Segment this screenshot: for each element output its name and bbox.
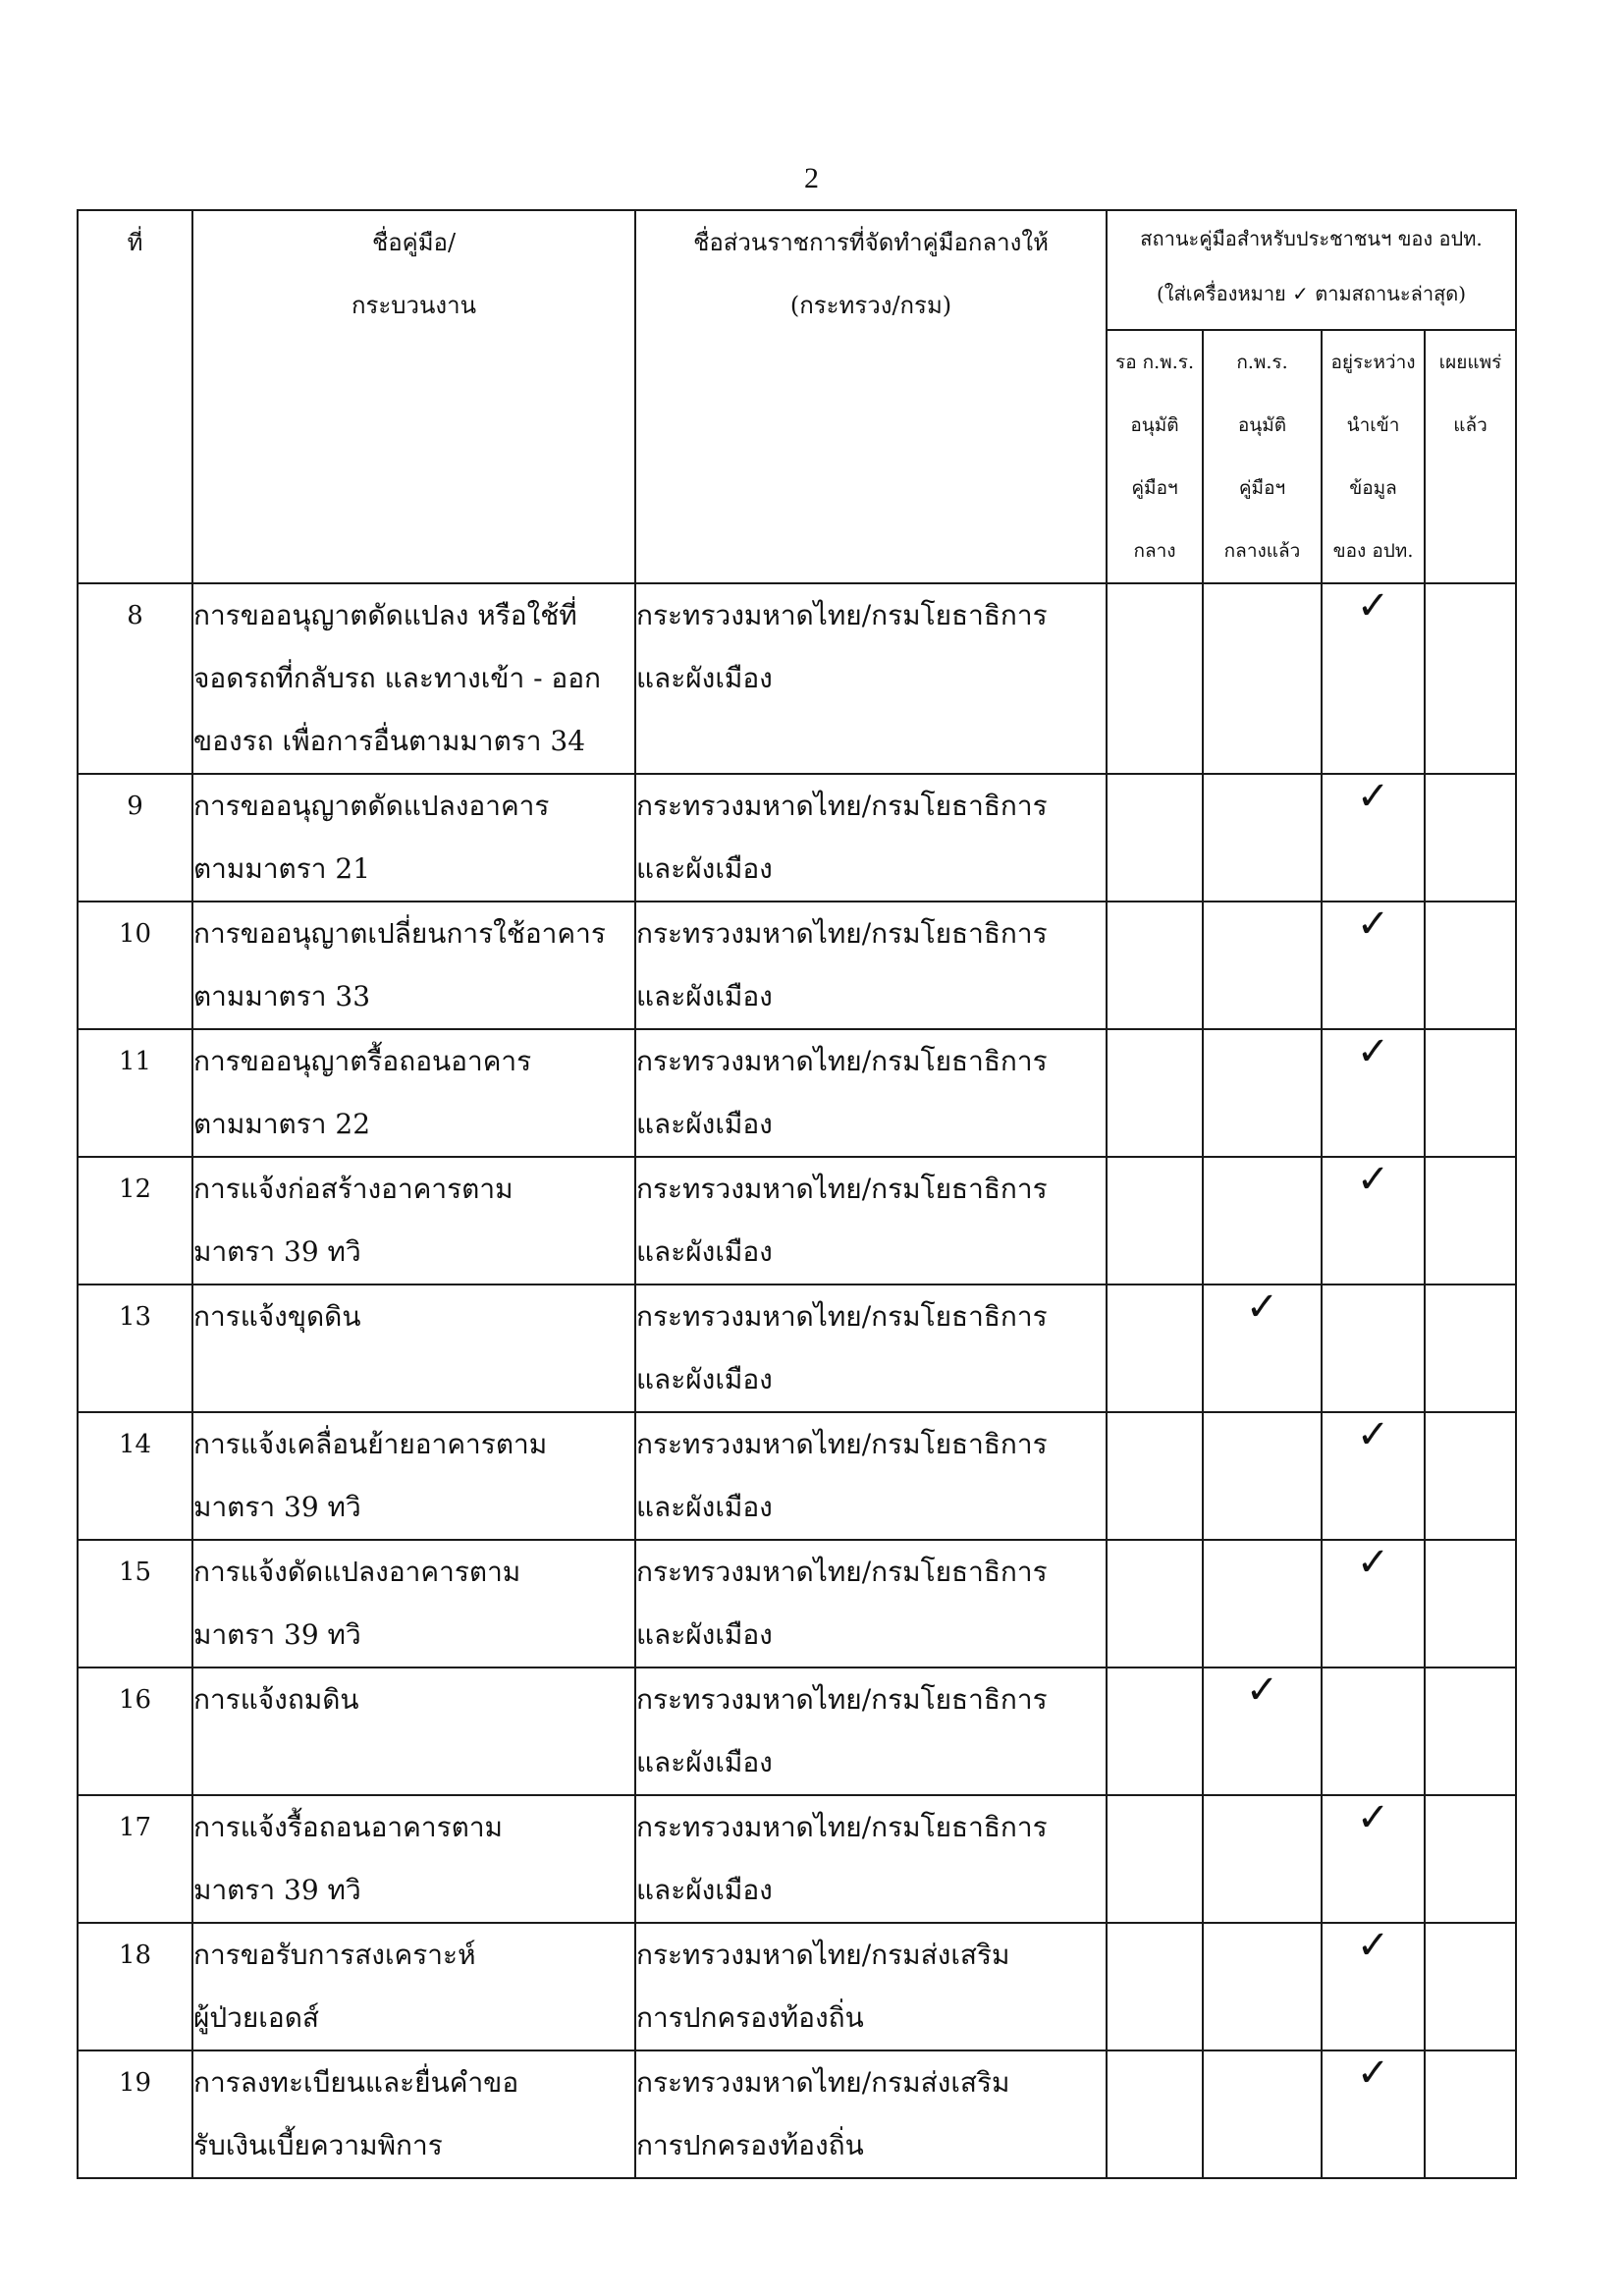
agency-line: กระทรวงมหาดไทย/กรมโยธาธิการ [636,790,1048,822]
status-cell-published [1425,1795,1516,1923]
manual-line: มาตรา 39 ทวิ [193,1618,361,1651]
status-cell-published [1425,774,1516,902]
agency-line: และผังเมือง [636,662,773,694]
header-sub-text: กลางแล้ว [1223,540,1301,562]
header-status-approved [1203,330,1322,583]
header-sub-text: อยู่ระหว่าง [1330,352,1416,373]
status-cell-importing [1322,583,1425,774]
status-cell-importing [1322,774,1425,902]
row-number: 12 [78,1157,192,1285]
row-manual [192,902,635,1029]
check-icon: ✓ [1356,2050,1390,2096]
header-sub-text: ก.พ.ร. [1236,352,1288,373]
status-cell-published [1425,1923,1516,2050]
header-manual-line-1: ชื่อคู่มือ/ [371,229,457,256]
status-cell-published [1425,2050,1516,2178]
row-manual [192,1157,635,1285]
table-row [78,1540,1516,1667]
row-manual [192,1540,635,1667]
row-agency [635,1285,1107,1412]
status-cell-pending [1107,774,1203,902]
manual-line: มาตรา 39 ทวิ [193,1491,361,1523]
row-agency [635,1412,1107,1540]
manual-line: การแจ้งขุดดิน [193,1300,361,1333]
status-cell-pending [1107,1923,1203,2050]
agency-line: กระทรวงมหาดไทย/กรมโยธาธิการ [636,1045,1048,1077]
agency-line: และผังเมือง [636,1618,773,1651]
manual-line: ผู้ป่วยเอดส์ [193,2001,319,2034]
status-cell-approved [1203,1540,1322,1667]
header-no-label: ที่ [127,229,143,256]
status-cell-pending [1107,1285,1203,1412]
header-sub-text: อนุมัติ [1130,414,1179,436]
header-status [1107,210,1516,330]
status-cell-approved [1203,1412,1322,1540]
row-agency [635,774,1107,902]
check-icon: ✓ [1356,1029,1390,1074]
row-agency [635,1029,1107,1157]
row-manual [192,2050,635,2178]
header-sub-text: คู่มือฯ [1238,477,1286,499]
header-agency-line-2: (กระทรวง/กรม) [789,292,952,319]
manual-line: การแจ้งเคลื่อนย้ายอาคารตาม [193,1428,548,1460]
row-number: 10 [78,902,192,1029]
status-cell-importing [1322,1285,1425,1412]
manual-line: รับเงินเบี้ยความพิการ [193,2129,443,2161]
status-cell-pending [1107,1157,1203,1285]
agency-line: กระทรวงมหาดไทย/กรมส่งเสริม [636,1939,1010,1971]
status-cell-importing [1322,1540,1425,1667]
header-status-importing [1322,330,1425,583]
status-cell-importing [1322,1667,1425,1795]
header-status-published [1425,330,1516,583]
agency-line: กระทรวงมหาดไทย/กรมโยธาธิการ [636,1300,1048,1333]
row-number: 18 [78,1923,192,2050]
status-cell-approved [1203,1923,1322,2050]
agency-line: และผังเมือง [636,852,773,885]
manual-line: การขออนุญาตเปลี่ยนการใช้อาคาร [193,917,606,950]
row-manual [192,1923,635,2050]
status-cell-published [1425,1667,1516,1795]
agency-line: กระทรวงมหาดไทย/กรมโยธาธิการ [636,917,1048,950]
agency-line: กระทรวงมหาดไทย/กรมโยธาธิการ [636,1683,1048,1716]
status-cell-published [1425,583,1516,774]
status-cell-importing [1322,2050,1425,2178]
status-cell-pending [1107,2050,1203,2178]
status-cell-published [1425,902,1516,1029]
table-row [78,1667,1516,1795]
manual-line: การแจ้งดัดแปลงอาคารตาม [193,1556,521,1588]
row-number: 17 [78,1795,192,1923]
agency-line: และผังเมือง [636,1491,773,1523]
agency-line: กระทรวงมหาดไทย/กรมโยธาธิการ [636,599,1048,631]
status-cell-approved [1203,2050,1322,2178]
status-cell-approved [1203,1029,1322,1157]
status-cell-importing [1322,1157,1425,1285]
agency-line: และผังเมือง [636,1235,773,1268]
row-agency [635,1157,1107,1285]
header-status-line-1: สถานะคู่มือสำหรับประชาชนฯ ของ อปท. [1140,227,1483,250]
manual-line: ตามมาตรา 21 [193,852,371,885]
row-number: 9 [78,774,192,902]
status-cell-published [1425,1157,1516,1285]
page-number: 2 [804,162,819,194]
table-row [78,774,1516,902]
manual-line: ของรถ เพื่อการอื่นตามมาตรา 34 [193,725,586,757]
manual-line: การลงทะเบียนและยื่นคำขอ [193,2066,519,2099]
row-number: 14 [78,1412,192,1540]
manual-line: ตามมาตรา 22 [193,1108,371,1140]
header-sub-text: กลาง [1133,540,1176,562]
status-cell-importing [1322,1923,1425,2050]
header-no [78,210,192,583]
status-cell-pending [1107,583,1203,774]
header-sub-text: แล้ว [1453,414,1488,436]
row-number: 11 [78,1029,192,1157]
header-manual-line-2: กระบวนงาน [351,292,477,319]
manual-line: การแจ้งรื้อถอนอาคารตาม [193,1811,503,1843]
manual-line: การขอรับการสงเคราะห์ [193,1939,476,1971]
status-cell-approved [1203,1667,1322,1795]
status-cell-pending [1107,1412,1203,1540]
check-icon: ✓ [1356,902,1390,947]
row-manual [192,583,635,774]
table-row [78,1029,1516,1157]
agency-line: และผังเมือง [636,1108,773,1140]
check-icon: ✓ [1356,1157,1390,1202]
check-icon: ✓ [1356,1412,1390,1457]
table-row [78,1923,1516,2050]
row-manual [192,774,635,902]
check-icon: ✓ [1356,1795,1390,1840]
header-status-line-2: (ใส่เครื่องหมาย ✓ ตามสถานะล่าสุด) [1156,282,1467,305]
status-cell-approved [1203,1157,1322,1285]
row-number: 8 [78,583,192,774]
status-cell-approved [1203,902,1322,1029]
row-manual [192,1412,635,1540]
row-number: 16 [78,1667,192,1795]
manual-line: การแจ้งถมดิน [193,1683,359,1716]
row-manual [192,1285,635,1412]
row-agency [635,583,1107,774]
header-agency-line-1: ชื่อส่วนราชการที่จัดทำคู่มือกลางให้ [693,229,1049,256]
manual-line: จอดรถที่กลับรถ และทางเข้า - ออก [193,662,602,694]
table-row [78,2050,1516,2178]
check-icon: ✓ [1356,1923,1390,1968]
check-icon: ✓ [1245,1667,1279,1713]
manual-line: การขออนุญาตดัดแปลงอาคาร [193,790,550,822]
agency-line: กระทรวงมหาดไทย/กรมส่งเสริม [636,2066,1010,2099]
row-number: 15 [78,1540,192,1667]
agency-line: และผังเมือง [636,1874,773,1906]
status-cell-approved [1203,1285,1322,1412]
status-cell-importing [1322,902,1425,1029]
row-agency [635,2050,1107,2178]
agency-line: กระทรวงมหาดไทย/กรมโยธาธิการ [636,1428,1048,1460]
row-agency [635,1667,1107,1795]
row-manual [192,1667,635,1795]
agency-line: กระทรวงมหาดไทย/กรมโยธาธิการ [636,1173,1048,1205]
manual-line: การแจ้งก่อสร้างอาคารตาม [193,1173,514,1205]
row-number: 13 [78,1285,192,1412]
status-cell-importing [1322,1795,1425,1923]
status-cell-approved [1203,774,1322,902]
header-manual [192,210,635,583]
row-agency [635,1795,1107,1923]
manual-line: มาตรา 39 ทวิ [193,1235,361,1268]
status-cell-published [1425,1412,1516,1540]
agency-line: กระทรวงมหาดไทย/กรมโยธาธิการ [636,1556,1048,1588]
status-cell-approved [1203,583,1322,774]
agency-line: และผังเมือง [636,1363,773,1395]
table-row [78,583,1516,774]
agency-line: และผังเมือง [636,1746,773,1778]
header-sub-text: รอ ก.พ.ร. [1114,352,1194,373]
agency-line: การปกครองท้องถิ่น [636,2129,864,2161]
table-row [78,1285,1516,1412]
status-cell-importing [1322,1029,1425,1157]
header-status-pending [1107,330,1203,583]
status-cell-approved [1203,1795,1322,1923]
agency-line: กระทรวงมหาดไทย/กรมโยธาธิการ [636,1811,1048,1843]
status-cell-published [1425,1285,1516,1412]
status-cell-pending [1107,1795,1203,1923]
status-cell-pending [1107,902,1203,1029]
agency-line: และผังเมือง [636,980,773,1012]
row-manual [192,1795,635,1923]
row-manual [192,1029,635,1157]
status-cell-importing [1322,1412,1425,1540]
manual-status-table [77,209,1517,2179]
status-cell-pending [1107,1540,1203,1667]
table-row [78,902,1516,1029]
status-cell-published [1425,1540,1516,1667]
header-sub-text: ข้อมูล [1349,477,1397,499]
manual-line: ตามมาตรา 33 [193,980,371,1012]
manual-line: มาตรา 39 ทวิ [193,1874,361,1906]
table-row [78,1412,1516,1540]
status-cell-pending [1107,1667,1203,1795]
agency-line: การปกครองท้องถิ่น [636,2001,864,2034]
header-sub-text: อนุมัติ [1237,414,1287,436]
row-agency [635,1923,1107,2050]
header-sub-text: คู่มือฯ [1131,477,1178,499]
check-icon: ✓ [1356,583,1390,629]
header-agency [635,210,1107,583]
header-sub-text: เผยแพร่ [1438,352,1502,373]
row-agency [635,1540,1107,1667]
check-icon: ✓ [1356,1540,1390,1585]
status-cell-pending [1107,1029,1203,1157]
header-sub-text: ของ อปท. [1332,540,1414,562]
table-row [78,1795,1516,1923]
check-icon: ✓ [1245,1285,1279,1330]
manual-line: การขออนุญาตรื้อถอนอาคาร [193,1045,532,1077]
status-cell-published [1425,1029,1516,1157]
check-icon: ✓ [1356,774,1390,819]
table-row [78,1157,1516,1285]
row-number: 19 [78,2050,192,2178]
manual-line: การขออนุญาตดัดแปลง หรือใช้ที่ [193,599,577,631]
header-sub-text: นำเข้า [1346,414,1400,436]
row-agency [635,902,1107,1029]
